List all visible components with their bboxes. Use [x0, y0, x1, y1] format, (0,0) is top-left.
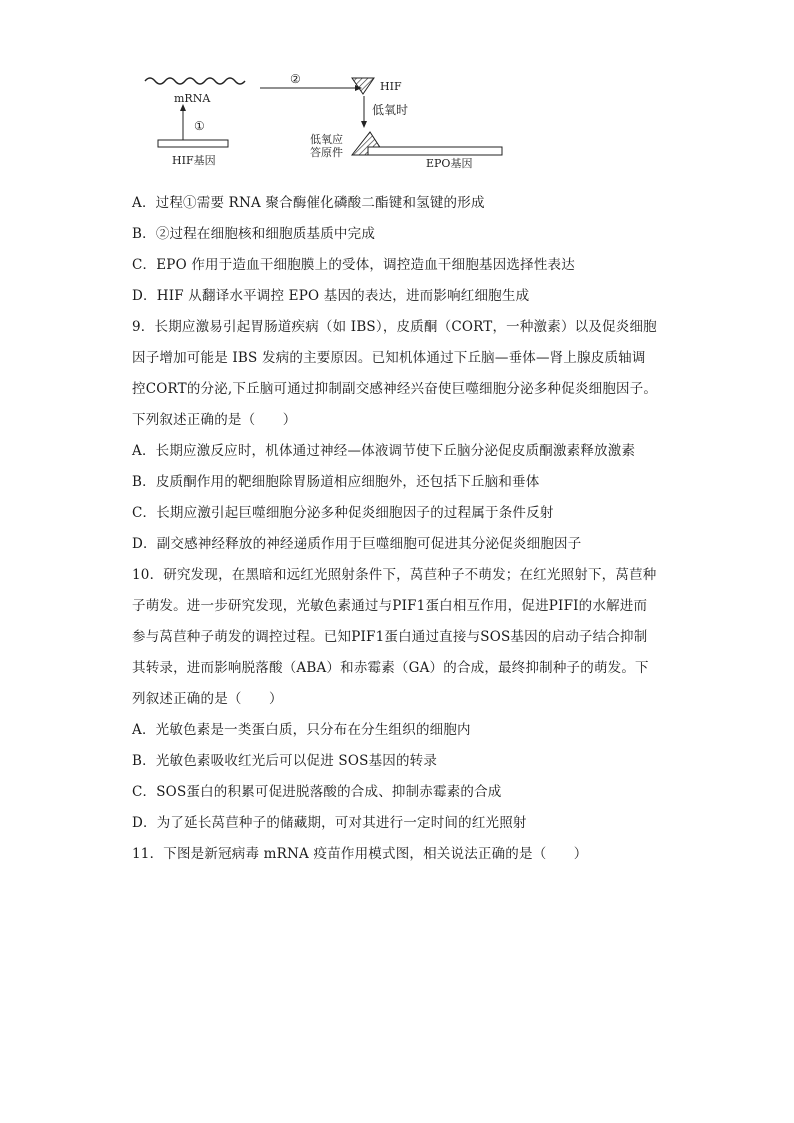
q9-option-d: D．副交感神经释放的神经递质作用于巨噬细胞可促进其分泌促炎细胞因子	[132, 536, 582, 552]
q10-stem-line-3: 参与莴苣种子萌发的调控过程。已知PIF1蛋白通过直接与SOS基因的启动子结合抑制	[132, 629, 648, 645]
q10-stem-line-5: 列叙述正确的是（ ）	[132, 691, 283, 707]
hif-gene-label: HIF基因	[172, 154, 216, 167]
q10-stem-line-1: 10．研究发现，在黑暗和远红光照射条件下，莴苣种子不萌发；在红光照射下，莴苣种	[132, 567, 657, 583]
q9-stem-line-4: 下列叙述正确的是（ ）	[132, 412, 297, 428]
step2-label: ②	[290, 72, 301, 86]
q9-option-a: A．长期应激反应时，机体通过神经—体液调节使下丘脑分泌促皮质酮激素释放激素	[132, 443, 636, 459]
q10-option-c: C．SOS蛋白的积累可促进脱落酸的合成、抑制赤霉素的合成	[132, 784, 502, 800]
q11-stem: 11．下图是新冠病毒 mRNA 疫苗作用模式图，相关说法正确的是（ ）	[132, 846, 588, 862]
step1-label: ①	[194, 119, 205, 133]
hif-epo-diagram	[140, 68, 520, 180]
element-label-line1: 低氧应	[310, 133, 343, 146]
q8-option-a: A．过程①需要 RNA 聚合酶催化磷酸二酯键和氢键的形成	[132, 195, 485, 211]
q8-option-b: B．②过程在细胞核和细胞质基质中完成	[132, 226, 376, 242]
q10-option-a: A．光敏色素是一类蛋白质，只分布在分生组织的细胞内	[132, 722, 471, 738]
q10-stem-line-2: 子萌发。进一步研究发现，光敏色素通过与PIF1蛋白相互作用，促进PIFI的水解进而	[132, 598, 648, 614]
q10-option-b: B．光敏色素吸收红光后可以促进 SOS基因的转录	[132, 753, 438, 769]
q9-stem-line-1: 9．长期应激易引起胃肠道疾病（如 IBS），皮质酮（CORT，一种激素）以及促炎细胞	[132, 319, 657, 335]
q9-option-c: C．长期应激引起巨噬细胞分泌多种促炎细胞因子的过程属于条件反射	[132, 505, 554, 521]
q8-option-c: C．EPO 作用于造血干细胞膜上的受体，调控造血干细胞基因选择性表达	[132, 257, 575, 273]
element-label-line2: 答原件	[310, 146, 343, 159]
epo-gene-bar	[368, 147, 502, 155]
hif-gene-bar	[158, 140, 228, 147]
mrna-label: mRNA	[174, 92, 211, 105]
q10-stem-line-4: 其转录，进而影响脱落酸（ABA）和赤霉素（GA）的合成，最终抑制种子的萌发。下	[132, 660, 649, 676]
q8-option-d: D．HIF 从翻译水平调控 EPO 基因的表达，进而影响红细胞生成	[132, 288, 530, 304]
q9-stem-line-2: 因子增加可能是 IBS 发病的主要原因。已知机体通过下丘脑—垂体—肾上腺皮质轴调	[132, 350, 646, 366]
mrna-wave	[145, 78, 245, 84]
q9-option-b: B．皮质酮作用的靶细胞除胃肠道相应细胞外，还包括下丘脑和垂体	[132, 474, 540, 490]
question-content	[132, 188, 662, 870]
hypoxia-label: 低氧时	[372, 103, 409, 117]
epo-gene-label: EPO基因	[426, 157, 473, 170]
q10-option-d: D．为了延长莴苣种子的储藏期，可对其进行一定时间的红光照射	[132, 815, 527, 831]
q9-stem-line-3: 控CORT的分泌,下丘脑可通过抑制副交感神经兴奋使巨噬细胞分泌多种促炎细胞因子。	[132, 381, 658, 397]
hif-label: HIF	[380, 80, 402, 93]
